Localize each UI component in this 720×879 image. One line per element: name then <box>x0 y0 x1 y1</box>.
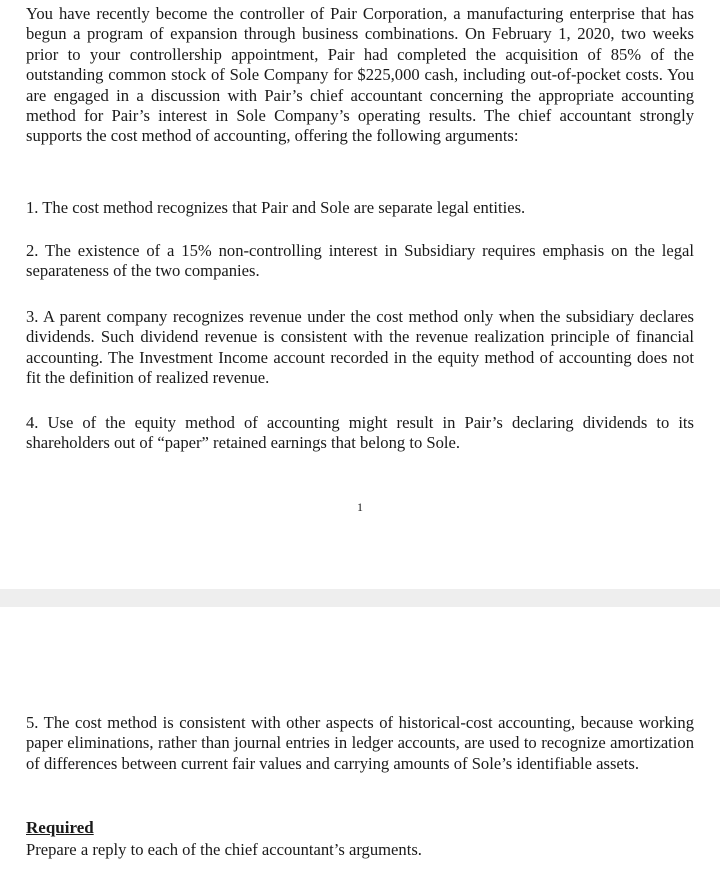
argument-1: 1. The cost method recognizes that Pair and Sole are separate legal entities. <box>26 198 526 217</box>
page-separator <box>0 589 720 607</box>
argument-2: 2. The existence of a 15% non-controlling interest in Subsidiary requires emphasis on the legal separateness of the two companies. <box>26 241 694 281</box>
argument-3: 3. A parent company recognizes revenue under the cost method only when the subsidiary declares dividends. Such dividend revenue is consistent with the revenue realization principle of financial accounting. The Investment Income account recorded in the equity method of accounting does not fit the definition of realized revenue. <box>26 307 694 388</box>
required-text: Prepare a reply to each of the chief accountant’s arguments. <box>26 840 422 859</box>
argument-4: 4. Use of the equity method of accounting might result in Pair’s declaring dividends to its shareholders out of “paper” retained earnings that belong to Sole. <box>26 413 694 453</box>
document-page-2 <box>0 607 720 879</box>
argument-5: 5. The cost method is consistent with other aspects of historical-cost accounting, because working paper eliminations, rather than journal entries in ledger accounts, are used to recognize amortization of differences between current fair values and carrying amounts of Sole’s identifiable assets. <box>26 713 694 773</box>
required-heading: Required <box>26 818 94 837</box>
intro-paragraph: You have recently become the controller of Pair Corporation, a manufacturing enterprise that has begun a program of expansion through business combinations. On February 1, 2020, two weeks prior to your controllership appointment, Pair had completed the acquisition of 85% of the outstanding common stock of Sole Company for $225,000 cash, including out-of-pocket costs. You are engaged in a discussion with Pair’s chief accountant concerning the appropriate accounting method for Pair’s interest in Sole Company’s operating results. The chief accountant strongly supports the cost method of accounting, offering the following arguments: <box>26 4 694 146</box>
page-number: 1 <box>357 500 363 514</box>
